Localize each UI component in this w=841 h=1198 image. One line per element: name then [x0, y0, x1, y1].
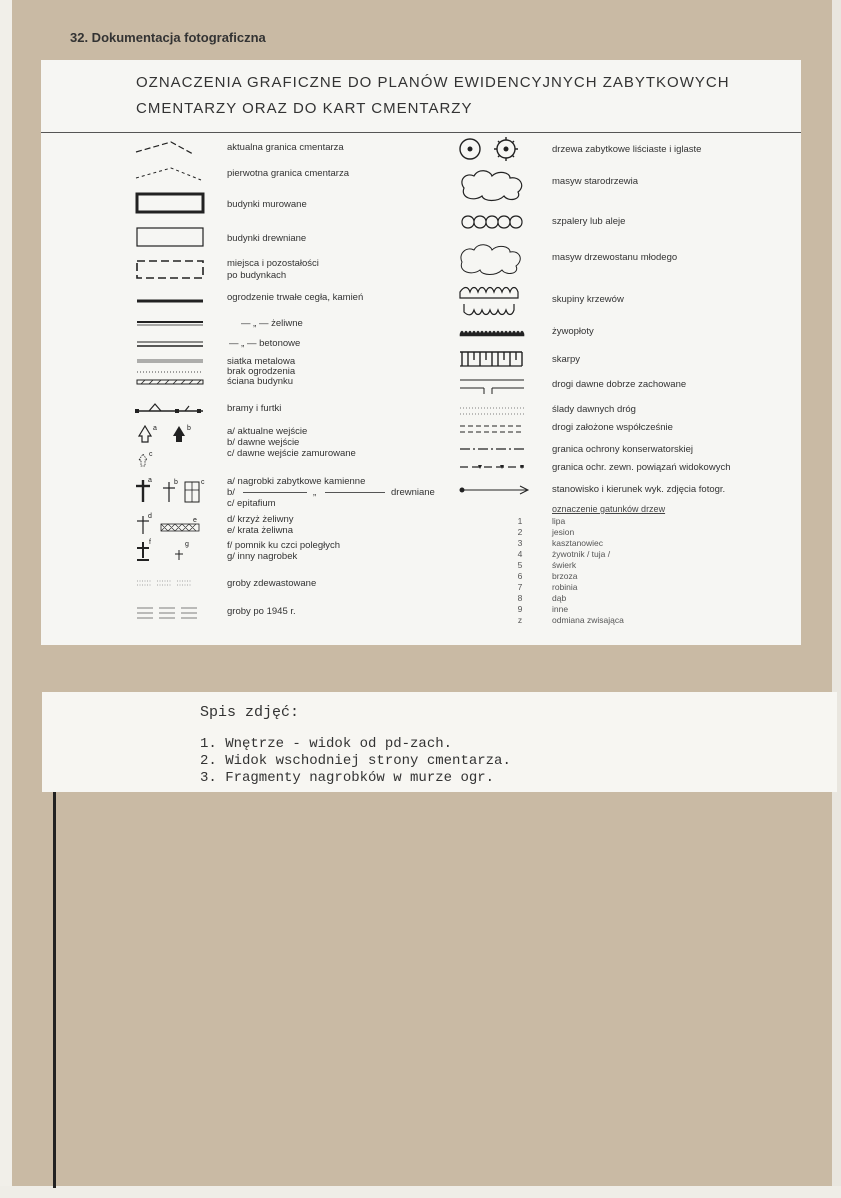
double-line-icon: [131, 312, 211, 334]
label-trees: drzewa zabytkowe liściaste i iglaste: [552, 144, 702, 155]
tree-row-icon: [456, 210, 536, 234]
devastated-graves-icon: [131, 572, 211, 594]
photo-list-title: Spis zdjęć:: [200, 704, 300, 721]
new-road-icon: [456, 418, 536, 440]
fence-type-icons: [131, 356, 211, 392]
legend-left-column: [131, 132, 461, 632]
photo-direction-arrow-icon: [456, 478, 536, 500]
species-name: jesion: [552, 527, 575, 537]
species-number: 6: [517, 571, 523, 581]
species-number: 5: [517, 560, 523, 570]
label-graves-devastated: groby zdewastowane: [227, 578, 317, 589]
species-heading: oznaczenie gatunków drzew: [552, 504, 666, 514]
label-tomb-b-suffix: drewniane: [391, 487, 435, 498]
label-hedges: żywopłoty: [552, 326, 594, 337]
label-entry-current: a/ aktualne wejście: [227, 426, 308, 437]
tomb-b-dash-2: [325, 492, 385, 494]
tombstone-cross-icon: [131, 476, 211, 510]
label-tomb-a: a/ nagrobki zabytkowe kamienne: [227, 476, 366, 487]
svg-text:b: b: [174, 479, 178, 486]
svg-text:c: c: [201, 479, 205, 486]
label-remains-2: po budynkach: [227, 270, 287, 281]
brick-building-icon: [131, 190, 211, 216]
species-number: 1: [517, 516, 523, 526]
species-number: 2: [517, 527, 523, 537]
label-remains-1: miejsca i pozostałości: [227, 258, 319, 269]
species-name: brzoza: [552, 571, 578, 581]
gate-icon: [131, 398, 211, 420]
label-protection: granica ochrony konserwatorskiej: [552, 444, 693, 455]
legend-title-line1: OZNACZENIA GRAFICZNE DO PLANÓW EWIDENCYJNYCH ZABYTKOWYCH: [136, 74, 730, 91]
label-fence-mesh: siatka metalowa: [227, 356, 296, 367]
svg-text:g: g: [185, 541, 189, 548]
triple-line-icon: [131, 334, 211, 356]
label-tomb-b-prefix: b/: [227, 487, 235, 498]
species-name: robinia: [552, 582, 578, 592]
species-number: 9: [517, 604, 523, 614]
species-number: 4: [517, 549, 523, 559]
label-roads-traces: ślady dawnych dróg: [552, 404, 636, 415]
label-actual-boundary: aktualna granica cmentarza: [227, 142, 344, 153]
old-road-icon: [456, 372, 536, 396]
legend-right-column: [456, 132, 801, 632]
species-name: inne: [552, 604, 569, 614]
margin-rule: [53, 792, 56, 1188]
label-tomb-g: g/ inny nagrobek: [227, 551, 298, 562]
escarpment-icon: [456, 346, 536, 370]
view-boundary-icon: [456, 456, 536, 478]
label-tomb-d: d/ krzyż żeliwny: [227, 514, 294, 525]
svg-text:a: a: [148, 477, 152, 484]
section-header: 32. Dokumentacja fotograficzna: [70, 30, 266, 45]
label-brick-buildings: budynki murowane: [227, 199, 307, 210]
label-graves-1945: groby po 1945 r.: [227, 606, 296, 617]
entry-arrows-icon: [131, 422, 211, 472]
label-views: granica ochr. zewn. powiązań widokowych: [552, 462, 731, 473]
thick-line-icon: [131, 290, 211, 312]
dashed-boundary-icon: [131, 138, 211, 160]
tree-symbols-icon: [456, 134, 536, 164]
label-tomb-c: c/ epitafium: [227, 498, 276, 509]
tree-mass-icon: [456, 168, 536, 204]
bottom-paper-edge: [0, 1186, 841, 1198]
species-number: z: [517, 615, 523, 625]
label-fence-wall: ściana budynku: [227, 376, 294, 387]
label-tomb-e: e/ krata żeliwna: [227, 525, 294, 536]
label-entry-walled: c/ dawne wejście zamurowane: [227, 448, 356, 459]
svg-text:d: d: [148, 513, 152, 520]
label-tomb-f: f/ pomnik ku czci poległych: [227, 540, 340, 551]
photo-list-item: 1. Wnętrze - widok od pd-zach.: [200, 736, 453, 752]
species-name: dąb: [552, 593, 567, 603]
legend-title-line2: CMENTARZY ORAZ DO KART CMENTARZY: [136, 100, 473, 117]
label-tree-mass: masyw starodrzewia: [552, 176, 639, 187]
photo-list-item: 2. Widok wschodniej strony cmentarza.: [200, 753, 511, 769]
species-name: lipa: [552, 516, 566, 526]
species-name: żywotnik / tuja /: [552, 549, 611, 559]
svg-text:c: c: [149, 451, 153, 458]
svg-text:b: b: [187, 425, 191, 432]
label-entry-former: b/ dawne wejście: [227, 437, 300, 448]
post-war-graves-icon: [131, 602, 211, 624]
species-name: kasztanowiec: [552, 538, 604, 548]
label-shrubs: skupiny krzewów: [552, 294, 624, 305]
svg-text:f: f: [149, 539, 151, 546]
left-paper-edge: [0, 0, 12, 1198]
shrub-group-icon: [456, 284, 536, 318]
label-fence-none: brak ogrodzenia: [227, 366, 296, 377]
tomb-b-dash-1: [243, 492, 307, 494]
svg-text:a: a: [153, 425, 157, 432]
legend-title: [136, 70, 776, 122]
right-paper-edge: [832, 0, 841, 1198]
photo-list-slip: [42, 692, 837, 792]
label-roads-new: drogi założone współcześnie: [552, 422, 673, 433]
label-young-mass: masyw drzewostanu młodego: [552, 252, 678, 263]
label-photo-position: stanowisko i kierunek wyk. zdjęcia fotogr.: [552, 484, 726, 495]
label-original-boundary: pierwotna granica cmentarza: [227, 168, 349, 179]
species-number: 7: [517, 582, 523, 592]
label-escarpments: skarpy: [552, 354, 580, 365]
hedge-icon: [456, 322, 536, 344]
remains-outline-icon: [131, 256, 211, 284]
label-rows: szpalery lub aleje: [552, 216, 626, 227]
label-fence-iron: — „ — żeliwne: [241, 318, 303, 329]
dotted-boundary-icon: [131, 164, 211, 186]
young-forest-icon: [456, 240, 536, 280]
label-fence-concrete: — „ — betonowe: [229, 338, 301, 349]
monument-icon: [131, 538, 211, 566]
wooden-building-icon: [131, 224, 211, 250]
legend-sheet: [41, 60, 801, 645]
species-name: świerk: [552, 560, 577, 570]
label-roads-old: drogi dawne dobrze zachowane: [552, 379, 687, 390]
label-wooden-buildings: budynki drewniane: [227, 233, 307, 244]
species-number: 3: [517, 538, 523, 548]
photo-list-item: 3. Fragmenty nagrobków w murze ogr.: [200, 770, 495, 786]
label-tomb-b-ditto: „: [313, 487, 317, 498]
label-fence-permanent: ogrodzenie trwałe cegła, kamień: [227, 292, 364, 303]
iron-cross-grate-icon: [131, 512, 211, 538]
label-gates: bramy i furtki: [227, 403, 282, 414]
svg-text:e: e: [193, 517, 197, 524]
species-name: odmiana zwisająca: [552, 615, 624, 625]
species-number: 8: [517, 593, 523, 603]
